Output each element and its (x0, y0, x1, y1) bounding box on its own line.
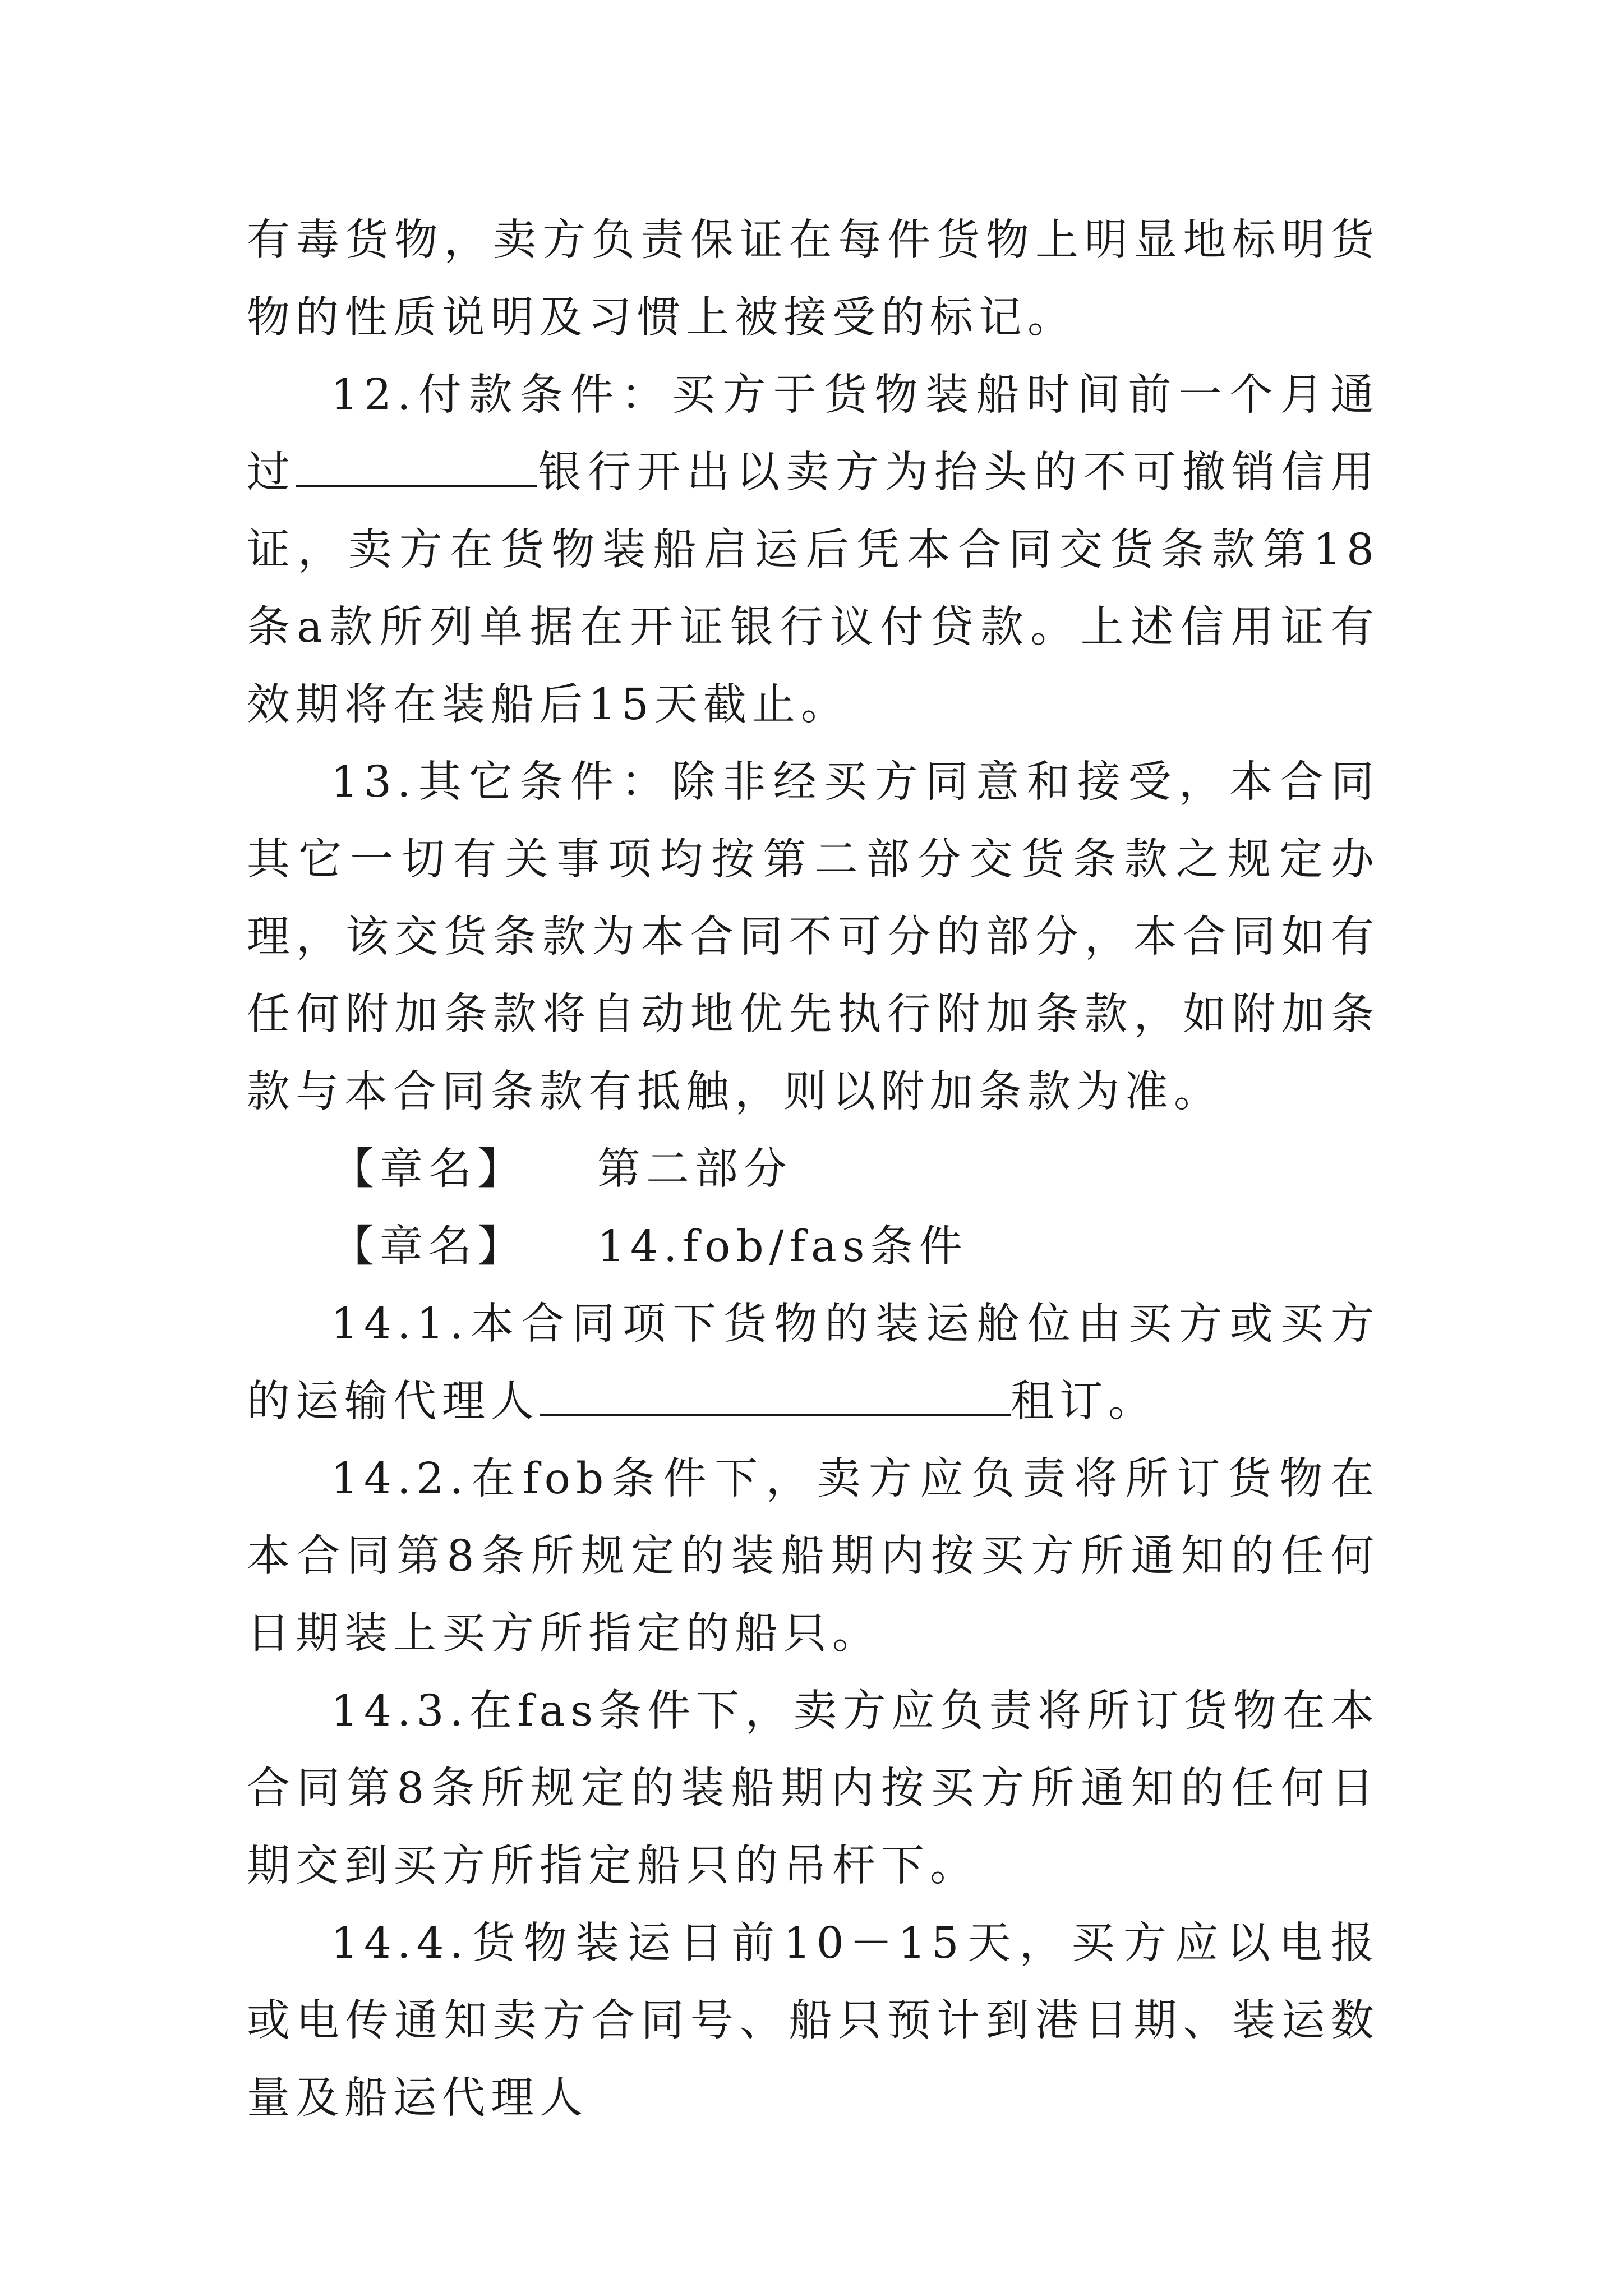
chapter-tag: 【章名】 (331, 1222, 526, 1272)
paragraph-continuation: 有毒货物，卖方负责保证在每件货物上明显地标明货物的性质说明及习惯上被接受的标记。 (247, 215, 1380, 343)
chapter-heading-fob-fas (247, 1208, 1380, 1286)
blank-line-bank-name-1 (296, 440, 380, 487)
chapter-tag: 【章名】 (331, 1144, 526, 1194)
chapter-title: 第二部分 (597, 1144, 792, 1194)
blank-line-shipping-agent (540, 1369, 1011, 1416)
paragraph-14-4: 14.4.货物装运日前10－15天，买方应以电报或电传通知卖方合同号、船只预计到港日期、装运数量及船运代理人 (247, 1918, 1380, 2123)
paragraph-12-payment-terms (247, 357, 1380, 744)
paragraph-14-1: 14.1.本合同项下货物的装运舱位由买方或买方的运输代理人 租订。 (247, 1299, 1380, 1427)
chapter-title: 14.fob/fas条件 (597, 1222, 968, 1272)
blank-line-bank-name-2 (380, 440, 537, 487)
paragraph-12-text-start: 12.付款条件：买方于货物装船时间前一个月通过 (247, 370, 1380, 498)
paragraph-14-3: 14.3.在fas条件下，卖方应负责将所订货物在本合同第8条所规定的装船期内按买方所通知的任何日期交到买方所指定船只的吊杆下。 (247, 1686, 1380, 1891)
paragraph-12-text-end: 银行开出以卖方为抬头的不可撤销信用证，卖方在货物装船启运后凭本合同交货条款第18条a款所列单据在开证银行议付贷款。上述信用证有效期将在装船后15天截止。 (247, 448, 1380, 730)
chapter-heading-part-two (247, 1131, 1380, 1208)
paragraph-13-other-conditions: 13.其它条件：除非经买方同意和接受，本合同其它一切有关事项均按第二部分交货条款之规定办理，该交货条款为本合同不可分的部分，本合同如有任何附加条款将自动地优先执行附加条款，如附加条款与本合同条款有抵触，则以附加条款为准。 (247, 757, 1380, 1117)
paragraph-14-2: 14.2.在fob条件下，卖方应负责将所订货物在本合同第8条所规定的装船期内按买方所通知的任何日期装上买方所指定的船只。 (247, 1454, 1380, 1659)
document-body (247, 202, 1380, 2137)
